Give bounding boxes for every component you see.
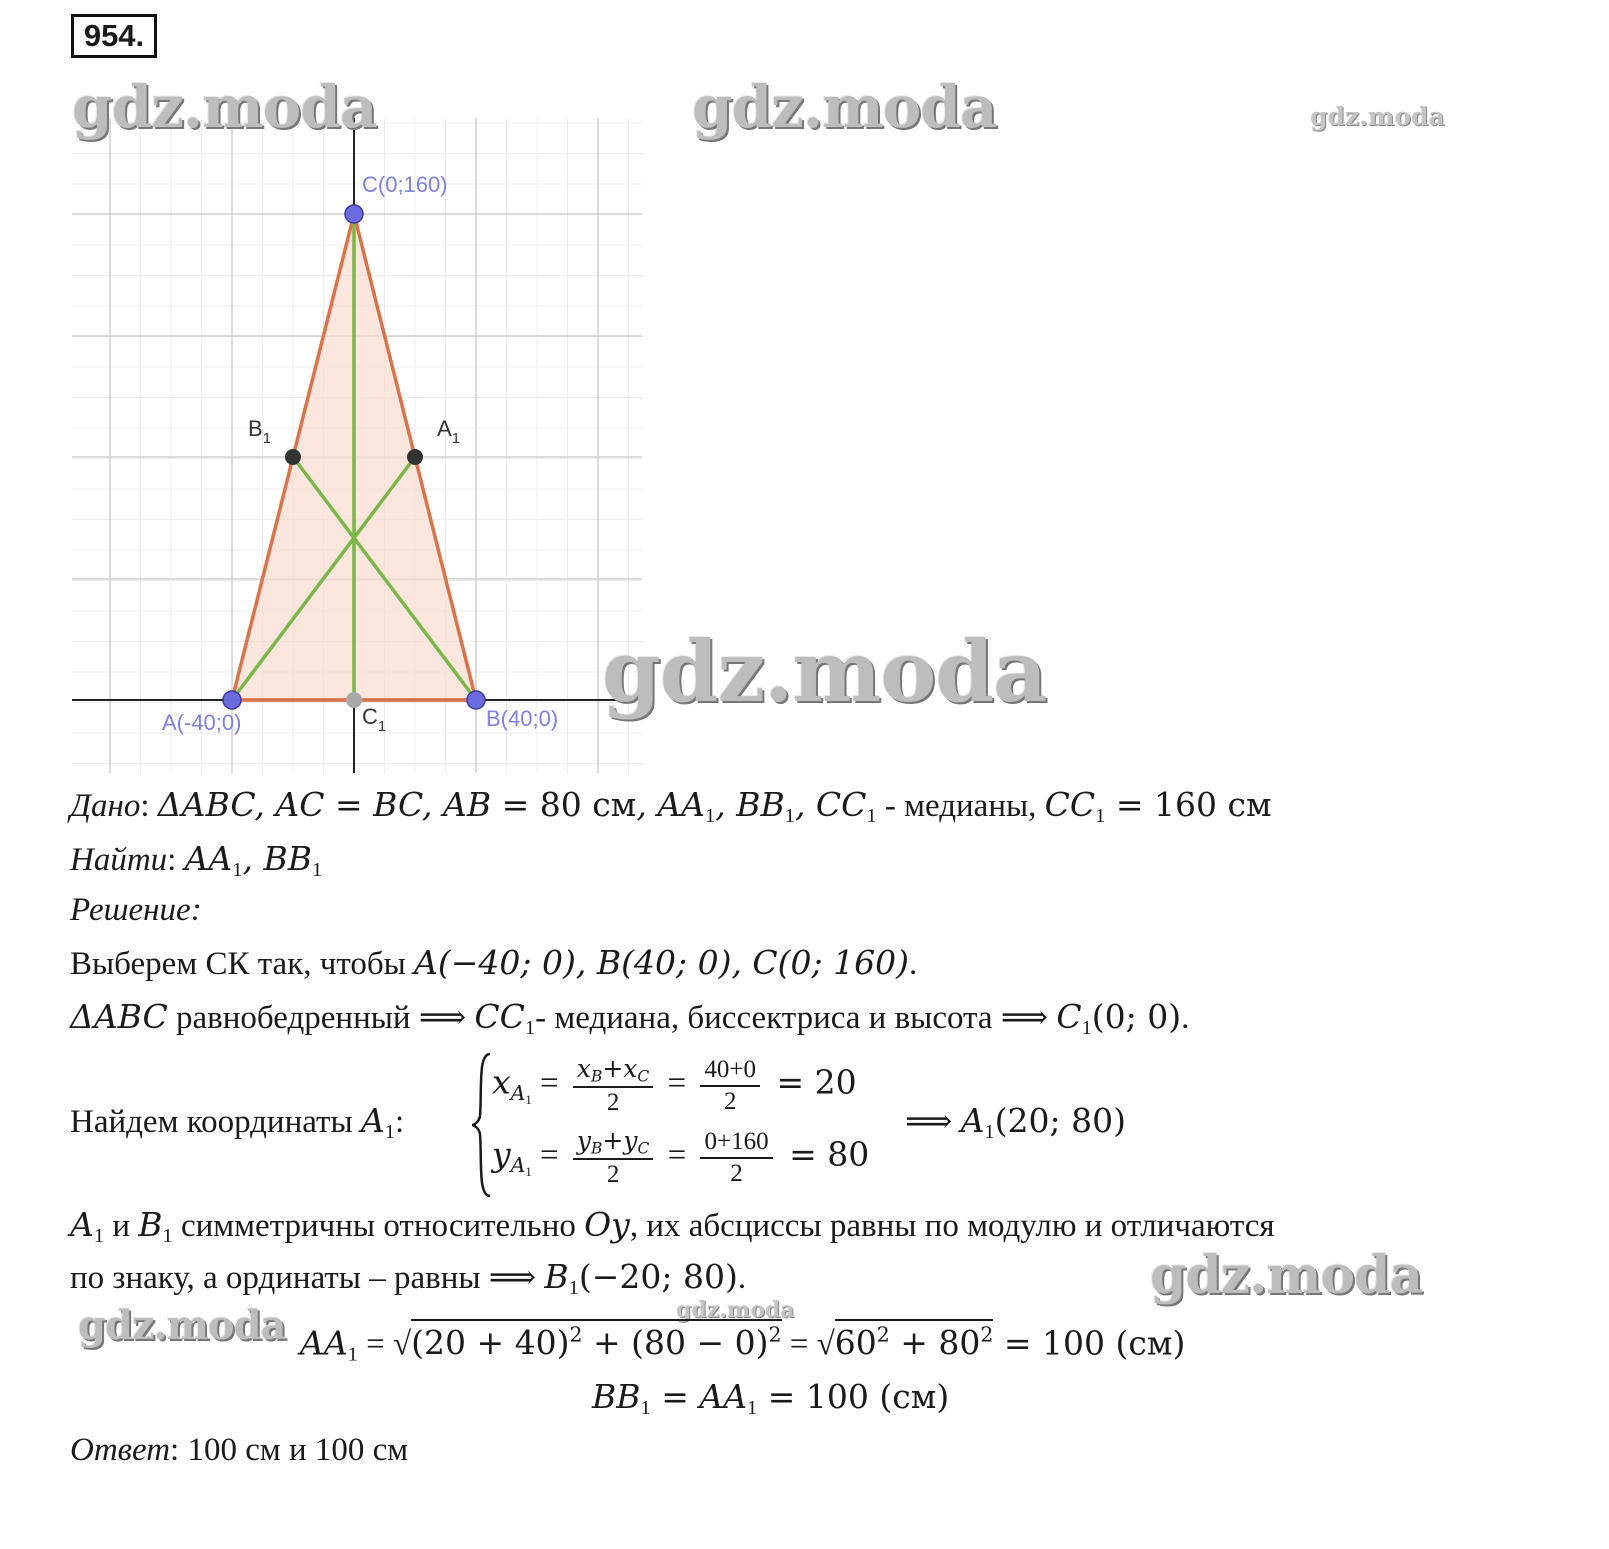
brace-icon bbox=[470, 1050, 494, 1200]
problem-number: 954. bbox=[71, 14, 157, 58]
watermark: gdz.moda bbox=[72, 73, 377, 141]
aa1-formula: $AA_1 = √(20 + 40)^2 + (80 - 0)^2 = √60^2 + 80^2 = 100$ (см) bbox=[300, 1324, 1185, 1367]
symmetry-line-2: по знаку, а ординаты – равны ⟹ $B_1(-20$; 80). bbox=[70, 1257, 747, 1300]
answer-line: Ответ: 100 см и 100 см bbox=[70, 1432, 409, 1468]
point-c bbox=[345, 205, 363, 223]
solution-line-2: ΔABC равнобедренный ⟹ $CC_1-$ медиана, биссектриса и высота ⟹ $C_1(0$; 0). bbox=[70, 997, 1190, 1040]
watermark: gdz.moda bbox=[1150, 1245, 1423, 1306]
equation-system bbox=[470, 1050, 920, 1200]
system-row-x: $x_{A_1}$ = $\frac{x_B+x_C}{2}$ = $\frac{40+0}{2}$ = 20 bbox=[492, 1054, 857, 1117]
label-b: B(40;0) bbox=[486, 706, 559, 731]
label-c: C(0;160) bbox=[362, 172, 448, 197]
watermark: gdz.moda bbox=[1310, 102, 1445, 131]
find-line: Найти: $AA_1$, $BB_1$ bbox=[70, 839, 323, 882]
point-b bbox=[467, 691, 485, 709]
label-a1: $A_1$ bbox=[437, 416, 461, 447]
coords-conclusion: ⟹ $A_1(20$; 80) bbox=[905, 1101, 1126, 1144]
watermark: gdz.moda bbox=[676, 1297, 795, 1323]
point-c1 bbox=[346, 692, 362, 708]
watermark: gdz.moda bbox=[602, 622, 1047, 721]
system-row-y: $y_{A_1}$ = $\frac{y_B+y_C}{2}$ = $\frac{0+160}{2}$ = 80 bbox=[492, 1126, 870, 1189]
triangle-diagram bbox=[72, 118, 647, 778]
label-a: A(-40;0) bbox=[162, 710, 242, 735]
point-a bbox=[223, 691, 241, 709]
coords-intro: Найдем координаты $A_1$: bbox=[70, 1101, 405, 1144]
watermark: gdz.moda bbox=[692, 73, 997, 141]
label-c1: $C_1$ bbox=[362, 704, 387, 735]
given-line: Дано: ΔABC, AC = BC, AB = 80 см, $AA_1$, $BB_1$, $CC_1$ - медианы, $CC_1 = 160$ см bbox=[70, 785, 1272, 828]
solution-label: Решение: bbox=[70, 892, 202, 928]
symmetry-line-1: $A_1$ и $B_1$ симметричны относительно Oy, их абсциссы равны по модулю и отличаются bbox=[70, 1205, 1275, 1248]
point-a1 bbox=[407, 449, 423, 465]
bb1-formula: $BB_1 = AA_1 = 100$ (см) bbox=[592, 1377, 950, 1420]
solution-line-1: Выберем СК так, чтобы A(−40; 0), B(40; 0), C(0; 160). bbox=[70, 943, 918, 982]
label-b1: $B_1$ bbox=[248, 416, 272, 447]
point-b1 bbox=[285, 449, 301, 465]
watermark: gdz.moda bbox=[78, 1302, 286, 1349]
